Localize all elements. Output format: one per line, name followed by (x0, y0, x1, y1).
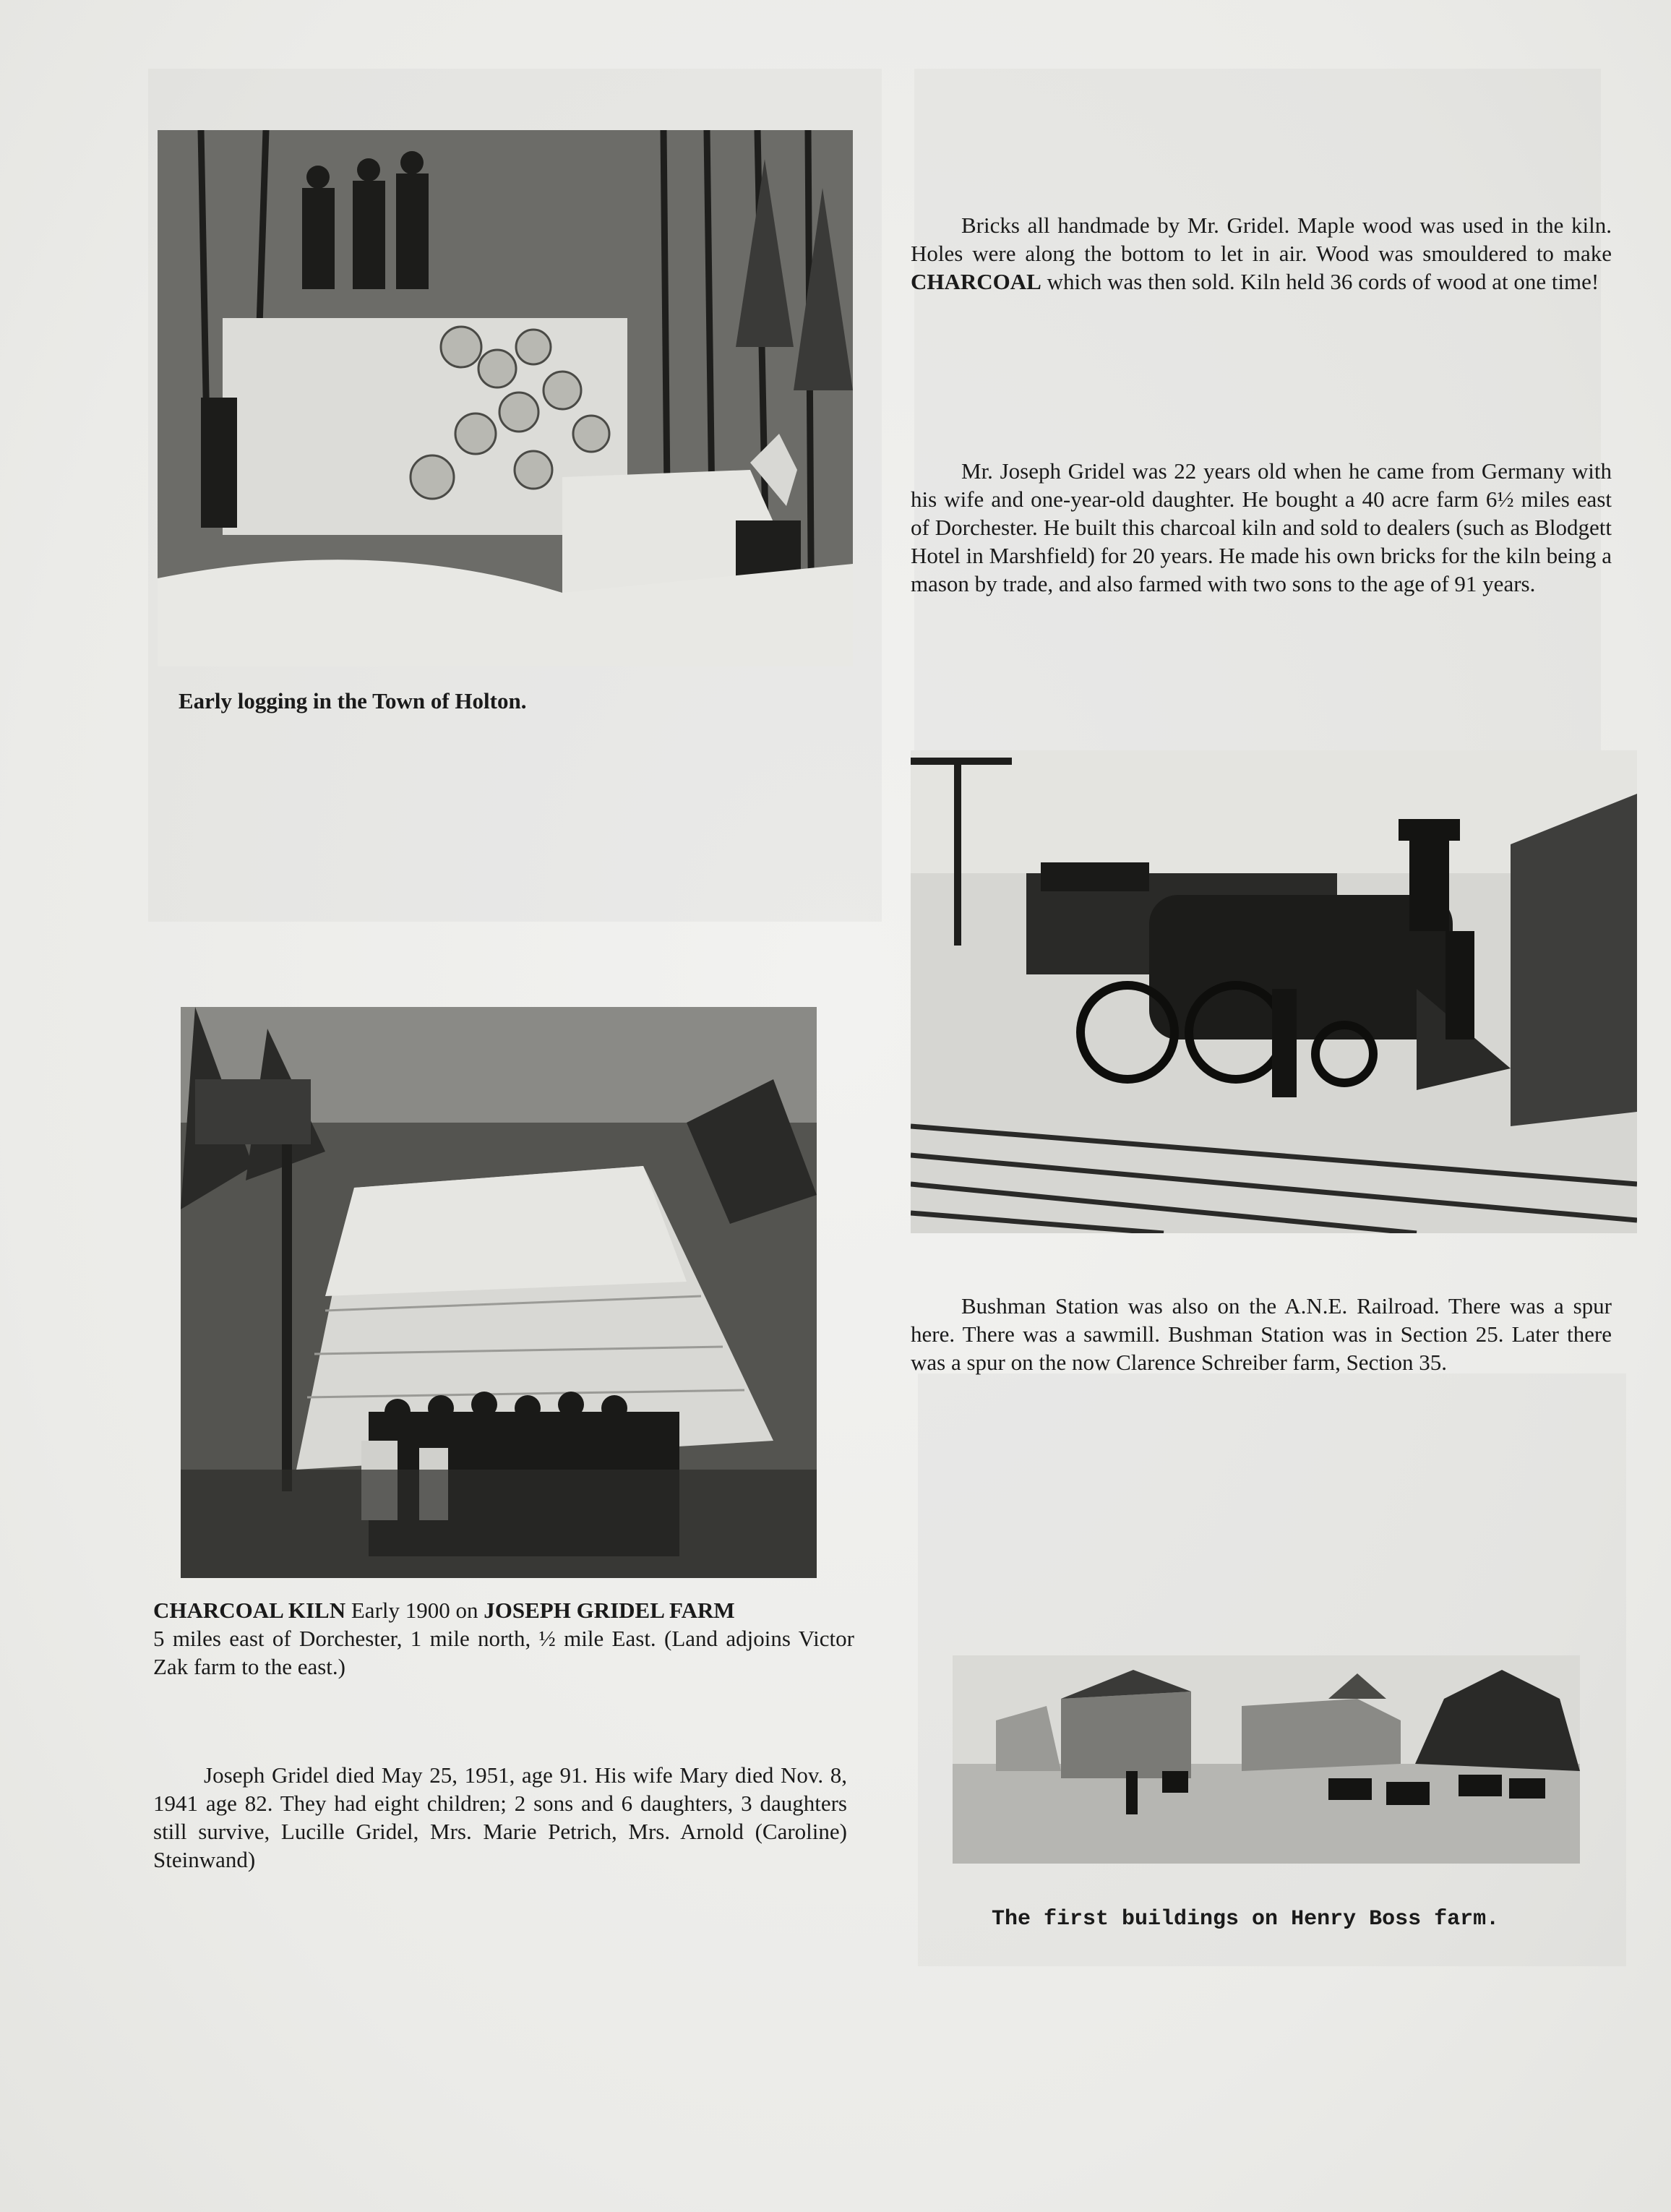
kiln-caption-rest: 5 miles east of Dorchester, 1 mile north, ½ mile East. (Land adjoins Victor Zak farm to the east.) (153, 1626, 854, 1679)
kiln-caption-bold-1: CHARCOAL KILN (153, 1598, 346, 1623)
charcoal-kiln-photo (181, 1007, 817, 1578)
died-text: Joseph Gridel died May 25, 1951, age 91. His wife Mary died Nov. 8, 1941 age 82. They had eight children; 2 sons and 6 daughters, 3 daughters still survive, Lucille Gridel, Mrs. Marie Petrich, Mrs. Arnold (Caroline) Steinwand) (153, 1762, 847, 1872)
logging-caption: Early logging in the Town of Holton. (179, 688, 527, 713)
kiln-caption-line-1 (153, 1596, 854, 1624)
kiln-caption-plain-1: Early 1900 on (345, 1598, 484, 1623)
kiln-caption-bold-2: JOSEPH GRIDEL FARM (484, 1598, 735, 1623)
farm-buildings-photo (953, 1655, 1580, 1864)
farm-caption: The first buildings on Henry Boss farm. (992, 1907, 1500, 1932)
died-paragraph (153, 1761, 847, 1874)
kiln-caption (153, 1596, 854, 1681)
logging-photo (158, 130, 853, 666)
bushman-text: Bushman Station was also on the A.N.E. Railroad. There was a spur here. There was a sawmill. Bushman Station was in Section 25. Later there was a spur on the now Clarence Schreiber farm, Section 35. (911, 1293, 1612, 1375)
joseph-text: Mr. Joseph Gridel was 22 years old when he came from Germany with his wife and one-year-old daughter. He bought a 40 acre farm 6½ miles east of Dorchester. He built this charcoal kiln and sold to dealers (such as Blodgett Hotel in Marshfield) for 20 years. He made his own bricks for the kiln being a mason by trade, and also farmed with two sons to the age of 91 years. (911, 458, 1612, 596)
bricks-text-1: Bricks all handmade by Mr. Gridel. Maple wood was used in the kiln. Holes were along the bottom to let in air. Wood was smouldered to make (911, 213, 1612, 266)
charcoal-bold: CHARCOAL (911, 269, 1041, 294)
joseph-paragraph (911, 457, 1612, 598)
bricks-paragraph (911, 211, 1612, 296)
bricks-text-2: which was then sold. Kiln held 36 cords of wood at one time! (1041, 269, 1599, 294)
locomotive-photo (911, 750, 1637, 1233)
bushman-paragraph (911, 1292, 1612, 1376)
